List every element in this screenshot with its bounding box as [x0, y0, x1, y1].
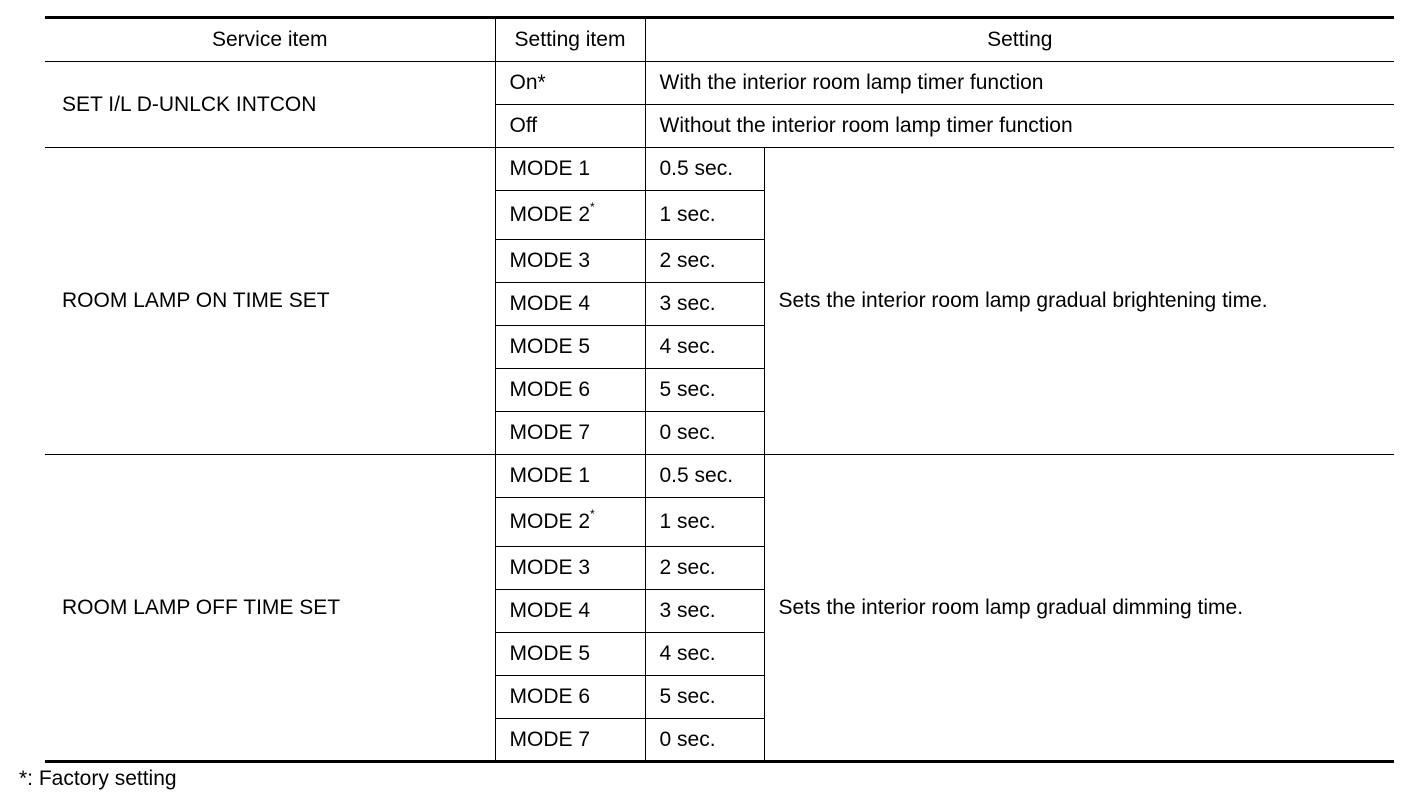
time-cell: 4 sec.: [645, 326, 764, 369]
mode-cell: MODE 6: [495, 369, 645, 412]
mode-cell: [495, 191, 645, 240]
time-cell: 0 sec.: [645, 412, 764, 455]
time-cell: 5 sec.: [645, 369, 764, 412]
service-item-cell: ROOM LAMP ON TIME SET: [45, 148, 495, 455]
time-cell: 2 sec.: [645, 547, 764, 590]
setting-item-cell: On*: [495, 62, 645, 105]
service-settings-table: [45, 16, 1394, 763]
header-setting-item: Setting item: [495, 18, 645, 62]
mode-cell: MODE 7: [495, 719, 645, 762]
mode-label: MODE 2: [509, 510, 591, 533]
mode-cell: MODE 4: [495, 283, 645, 326]
time-cell: 3 sec.: [645, 590, 764, 633]
table-row: [45, 62, 1394, 105]
setting-item-cell: Off: [495, 105, 645, 148]
factory-setting-marker: *: [590, 507, 595, 521]
time-cell: 1 sec.: [645, 498, 764, 547]
time-cell: 0 sec.: [645, 719, 764, 762]
service-item-cell: SET I/L D-UNLCK INTCON: [45, 62, 495, 148]
setting-cell: Without the interior room lamp timer function: [645, 105, 1394, 148]
setting-cell: With the interior room lamp timer function: [645, 62, 1394, 105]
table-row: [45, 148, 1394, 191]
header-setting: Setting: [645, 18, 1394, 62]
mode-cell: MODE 1: [495, 148, 645, 191]
mode-cell: MODE 3: [495, 240, 645, 283]
description-cell: Sets the interior room lamp gradual brightening time.: [764, 148, 1394, 455]
time-cell: 0.5 sec.: [645, 148, 764, 191]
description-cell: Sets the interior room lamp gradual dimming time.: [764, 455, 1394, 762]
footnote: *: Factory setting: [19, 767, 177, 790]
time-cell: 2 sec.: [645, 240, 764, 283]
time-cell: 3 sec.: [645, 283, 764, 326]
mode-label: MODE 2: [509, 203, 591, 226]
mode-cell: MODE 3: [495, 547, 645, 590]
mode-cell: [495, 498, 645, 547]
table-row: [45, 455, 1394, 498]
mode-cell: MODE 1: [495, 455, 645, 498]
mode-cell: MODE 4: [495, 590, 645, 633]
factory-setting-marker: *: [590, 200, 595, 214]
header-service-item: Service item: [211, 28, 328, 51]
header-row: [45, 18, 1394, 62]
time-cell: 1 sec.: [645, 191, 764, 240]
mode-cell: MODE 5: [495, 633, 645, 676]
service-item-cell: ROOM LAMP OFF TIME SET: [62, 595, 341, 619]
time-cell: 5 sec.: [645, 676, 764, 719]
mode-cell: MODE 7: [495, 412, 645, 455]
time-cell: 0.5 sec.: [645, 455, 764, 498]
time-cell: 4 sec.: [645, 633, 764, 676]
mode-cell: MODE 6: [495, 676, 645, 719]
mode-cell: MODE 5: [495, 326, 645, 369]
